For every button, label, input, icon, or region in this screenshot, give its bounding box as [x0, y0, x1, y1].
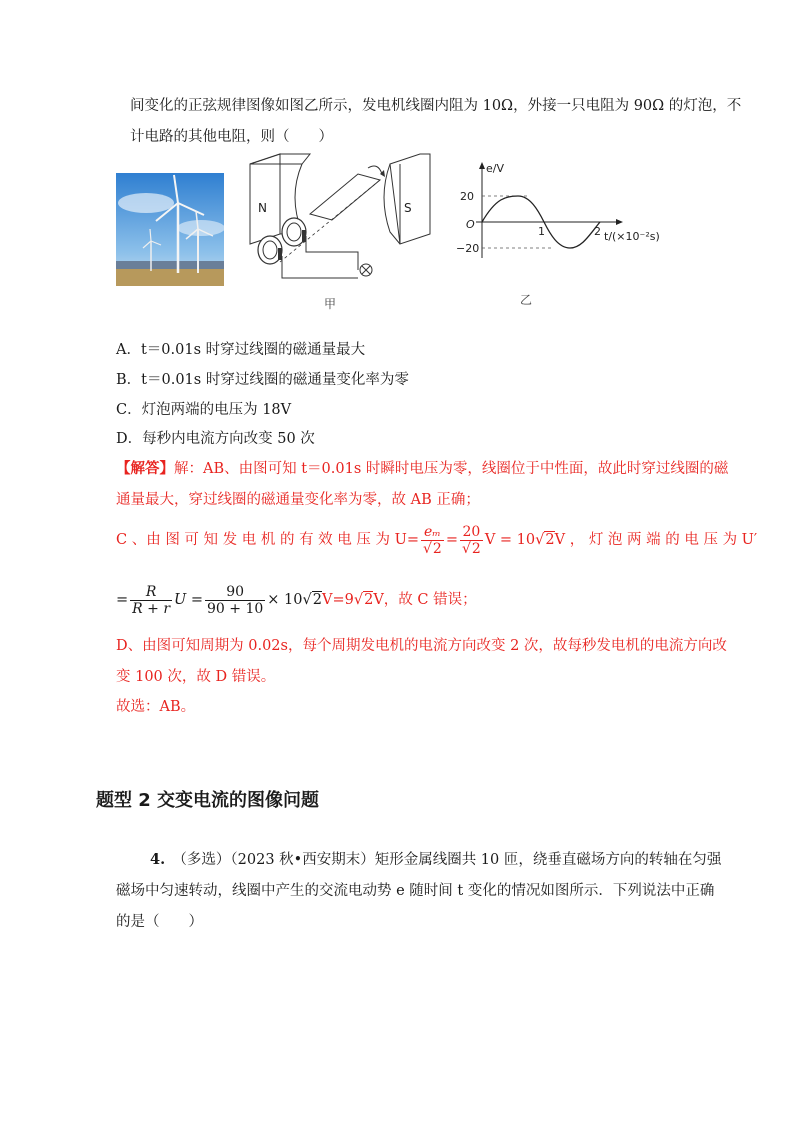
origin-label: O	[466, 218, 475, 231]
wind-turbines-photo	[116, 173, 224, 286]
answer-final: 故选：AB。	[116, 699, 196, 715]
figure-jia-label: 甲	[324, 297, 337, 311]
question-4-line-3: 的是（ ）	[116, 914, 203, 930]
magnet-s-label: S	[404, 201, 412, 215]
c-prefix: C 、由 图 可 知 发 电 机 的 有 效 电 压 为 U=	[116, 532, 419, 548]
question-number: 4.	[150, 851, 166, 868]
x-tick-1: 1	[538, 225, 545, 238]
option-a: A．t＝0.01s 时穿过线圈的磁通量最大	[116, 342, 366, 358]
c2-fraction-1: $\frac{R}{R + r}$	[132, 583, 171, 617]
answer-bracket: 【解答】	[116, 460, 174, 477]
answer-line-2: 通量最大，穿过线圈的磁通量变化率为零，故 AB 正确；	[116, 492, 480, 508]
question-4-line-1: 4. （多选）（2023 秋•西安期末）矩形金属线圈共 10 匝，绕垂直磁场方向的转轴在匀强	[150, 851, 722, 868]
answer-d-line-2: 变 100 次，故 D 错误。	[116, 669, 276, 685]
question-4-line-2: 磁场中匀速转动，线圈中产生的交流电动势 e 随时间 t 变化的情况如图所示．下列说法中正确	[116, 883, 715, 899]
figure-yi-label: 乙	[520, 293, 533, 307]
option-d: D．每秒内电流方向改变 50 次	[116, 431, 315, 447]
y-bottom-tick: −20	[456, 242, 480, 255]
intro-line-2: 计电路的其他电阻，则（ ）	[130, 129, 333, 145]
option-c: C．灯泡两端的电压为 18V	[116, 402, 292, 418]
c-fraction-1: $\frac{\text{eₘ}}{√2}$	[423, 523, 442, 557]
c-fraction-2: $\frac{20}{√2}$	[462, 523, 481, 557]
y-top-tick: 20	[460, 190, 474, 203]
option-b: B．t＝0.01s 时穿过线圈的磁通量变化率为零	[116, 372, 409, 388]
intro-line-1: 间变化的正弦规律图像如图乙所示，发电机线圈内阻为 10Ω，外接一只电阻为 90Ω 的灯泡，不	[130, 98, 742, 114]
answer-d-line-1: D、由图可知周期为 0.02s，每个周期发电机的电流方向改变 2 次，故每秒发电机的电流方向改	[116, 638, 727, 654]
magnet-n-label: N	[258, 201, 267, 215]
generator-diagram	[240, 152, 440, 312]
x-tick-2: 2	[594, 225, 601, 238]
answer-c2-line: = $\frac{R}{R + r}$ U = $\frac{90}{90 + 10}$ × 10√2V=9√2V，故 C 错误；	[116, 583, 477, 617]
answer-text-1: 解：AB、由图可知 t＝0.01s 时瞬时电压为零，线圈位于中性面，故此时穿过线圈的磁	[174, 461, 729, 477]
x-axis-label: t/(×10⁻²s)	[604, 230, 660, 243]
emf-graph	[448, 158, 663, 308]
c2-fraction-2: $\frac{90}{90 + 10}$	[207, 583, 264, 617]
answer-line-1	[116, 459, 728, 479]
section-title: 题型 2 交变电流的图像问题	[96, 790, 320, 811]
y-axis-label: e/V	[486, 162, 504, 175]
answer-c-line: C 、由 图 可 知 发 电 机 的 有 效 电 压 为 U= $\frac{\text{eₘ}}{√2}$ = $\frac{20}{√2}$ V = 10√2V ， 灯 泡 两 端 的 电 压 为 U′	[116, 523, 758, 557]
